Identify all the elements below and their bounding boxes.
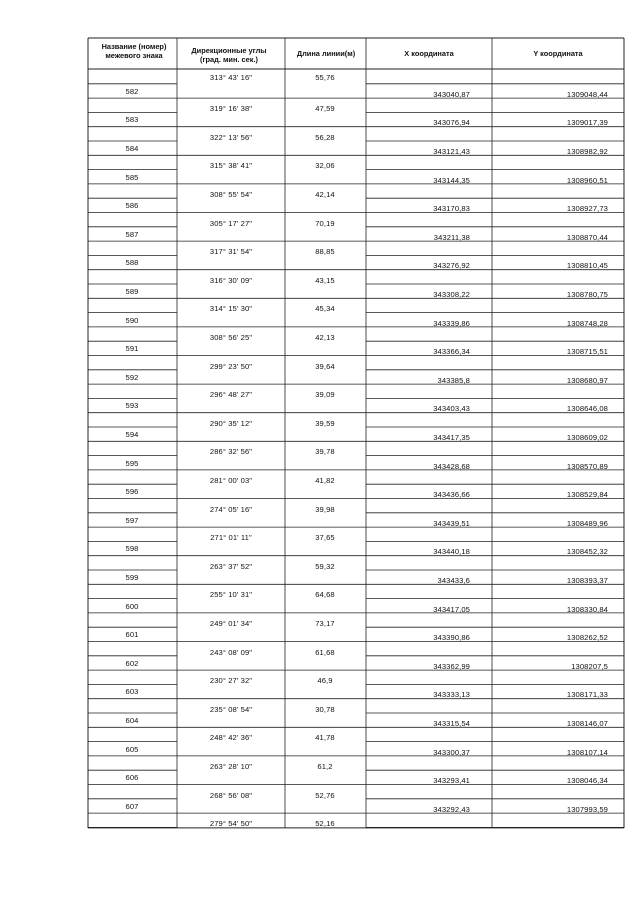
point-y: 1308680,97: [566, 375, 608, 385]
point-x: 343439,51: [433, 518, 470, 528]
point-name: 586: [125, 201, 139, 211]
point-y: 1308960,51: [566, 175, 608, 185]
point-x: 343433,6: [437, 576, 470, 585]
header-name: Название (номер) межевого знака: [101, 42, 167, 60]
point-name: 590: [125, 315, 139, 325]
point-y: 1308646,08: [566, 404, 608, 414]
segment-length: 59,32: [315, 561, 335, 571]
segment-length: 39,09: [315, 390, 335, 400]
point-name: 584: [125, 144, 139, 153]
segment-length: 39,98: [315, 504, 335, 514]
point-y: 1308207,5: [571, 661, 608, 671]
segment-length: 41,82: [315, 475, 335, 485]
point-y: 1309017,39: [566, 118, 608, 128]
point-y: 1308171,33: [566, 690, 608, 700]
point-name: 587: [125, 229, 139, 239]
segment-angle: 296° 48' 27": [209, 390, 253, 400]
segment-length: 37,65: [315, 533, 335, 543]
point-y: 1308452,32: [566, 547, 608, 557]
segment-angle: 317° 31' 54": [209, 247, 253, 257]
segment-angle: 286° 32' 56": [209, 447, 253, 457]
point-y: 1308748,28: [566, 318, 608, 328]
segment-angle: 243° 08' 09": [209, 647, 253, 657]
header-length: Длина линии(м): [296, 49, 356, 58]
point-name: 597: [125, 515, 139, 525]
segment-angle: 235° 08' 54": [209, 704, 253, 714]
segment-length: 56,28: [315, 132, 335, 142]
point-x: 343333,13: [433, 690, 470, 700]
point-y: 1308982,92: [566, 147, 608, 156]
segment-length: 73,17: [315, 618, 335, 628]
point-name: 598: [125, 544, 139, 554]
segment-angle: 308° 56' 25": [209, 332, 253, 342]
point-name: 607: [125, 801, 139, 811]
segment-length: 43,15: [315, 275, 335, 285]
segment-length: 42,14: [315, 189, 335, 199]
segment-angle: 322° 13' 56": [209, 132, 253, 142]
segment-angle: 313° 43' 16": [209, 73, 253, 82]
point-name: 606: [125, 773, 139, 783]
point-x: 343339,86: [433, 318, 470, 328]
segment-length: 45,34: [315, 304, 335, 314]
segment-angle: 230° 27' 32": [209, 676, 253, 686]
segment-angle: 271° 01' 11": [210, 533, 252, 543]
point-x: 343385,8: [437, 375, 470, 385]
point-name: 594: [125, 430, 139, 439]
point-name: 603: [125, 687, 139, 697]
point-x: 343440,18: [433, 547, 470, 557]
point-y: 1308330,84: [566, 604, 608, 614]
point-y: 1308529,84: [566, 490, 608, 500]
segment-angle: 249° 01' 34": [209, 618, 253, 628]
point-x: 343293,41: [433, 776, 470, 786]
point-x: 343366,34: [433, 347, 470, 357]
point-x: 343121,43: [433, 147, 470, 156]
segment-length: 52,76: [315, 790, 335, 800]
point-name: 591: [125, 344, 139, 354]
segment-angle: 279° 54' 50": [209, 819, 253, 829]
point-y: 1308146,07: [566, 719, 608, 728]
segment-angle: 319° 16' 38": [209, 104, 253, 114]
header-angle: Дирекционные углы (град. мин. сек.): [191, 46, 267, 64]
segment-angle: 263° 28' 10": [209, 761, 253, 771]
point-x: 343417,05: [433, 604, 470, 614]
segment-angle: 290° 35' 12": [209, 418, 253, 428]
header-x: X координата: [404, 49, 454, 58]
point-y: 1308262,52: [566, 633, 608, 643]
point-x: 343144,35: [433, 175, 470, 185]
point-x: 343211,38: [433, 232, 470, 242]
point-x: 343170,83: [433, 204, 470, 214]
segment-angle: 281° 00' 03": [209, 475, 253, 485]
point-x: 343076,94: [433, 118, 470, 128]
point-y: 1308609,02: [566, 433, 608, 442]
point-y: 1309048,44: [566, 89, 608, 99]
point-name: 588: [125, 258, 139, 268]
point-name: 596: [125, 487, 139, 497]
segment-length: 41,78: [315, 733, 335, 743]
point-y: 1308107,14: [566, 747, 608, 757]
point-x: 343403,43: [433, 404, 470, 414]
point-y: 1308870,44: [566, 232, 608, 242]
point-name: 585: [125, 172, 139, 182]
segment-length: 32,06: [315, 161, 335, 171]
point-y: 1307993,59: [566, 804, 608, 814]
point-y: 1308810,45: [566, 261, 608, 271]
segment-angle: 255° 10' 31": [209, 590, 253, 600]
segment-length: 30,78: [315, 704, 335, 714]
header-y: Y координата: [533, 49, 583, 58]
point-x: 343308,22: [433, 290, 470, 299]
point-y: 1308780,75: [566, 290, 608, 299]
segment-length: 61,2: [317, 761, 333, 771]
point-name: 582: [125, 86, 139, 96]
segment-length: 39,59: [315, 418, 335, 428]
point-name: 602: [125, 658, 139, 668]
segment-length: 52,16: [315, 819, 335, 829]
segment-angle: 315° 38' 41": [209, 161, 253, 171]
point-y: 1308489,96: [566, 518, 608, 528]
point-x: 343276,92: [433, 261, 470, 271]
segment-length: 55,76: [315, 73, 335, 82]
segment-length: 39,78: [315, 447, 335, 457]
point-x: 343362,99: [433, 661, 470, 671]
point-name: 601: [125, 630, 139, 640]
segment-angle: 268° 56' 08": [209, 790, 253, 800]
point-name: 595: [125, 458, 139, 468]
point-name: 604: [125, 716, 139, 725]
point-y: 1308393,37: [566, 576, 608, 585]
segment-angle: 308° 55' 54": [209, 189, 253, 199]
point-x: 343390,86: [433, 633, 470, 643]
point-name: 589: [125, 287, 139, 296]
point-y: 1308570,89: [566, 461, 608, 471]
segment-length: 39,64: [315, 361, 335, 371]
point-name: 605: [125, 744, 139, 754]
point-y: 1308715,51: [566, 347, 608, 357]
segment-length: 88,85: [315, 247, 335, 257]
point-x: 343040,87: [433, 89, 470, 99]
point-x: 343292,43: [433, 804, 470, 814]
segment-angle: 316° 30' 09": [209, 275, 253, 285]
segment-length: 61,68: [315, 647, 335, 657]
point-x: 343436,66: [433, 490, 470, 500]
point-name: 600: [125, 601, 139, 611]
point-name: 593: [125, 401, 139, 411]
segment-length: 42,13: [315, 332, 335, 342]
point-name: 599: [125, 573, 139, 582]
segment-angle: 248° 42' 36": [209, 733, 253, 743]
segment-angle: 305° 17' 27": [209, 218, 253, 228]
point-y: 1308046,34: [566, 776, 608, 786]
point-name: 583: [125, 115, 139, 125]
segment-length: 47,59: [315, 104, 335, 114]
point-x: 343417,35: [433, 433, 470, 442]
segment-angle: 263° 37' 52": [209, 561, 253, 571]
segment-angle: 314° 15' 30": [209, 304, 253, 314]
segment-length: 64,68: [315, 590, 335, 600]
point-x: 343315,54: [433, 719, 470, 728]
segment-length: 70,19: [315, 218, 335, 228]
segment-angle: 274° 05' 16": [209, 504, 253, 514]
point-name: 592: [125, 372, 139, 382]
point-x: 343428,68: [433, 461, 470, 471]
point-y: 1308927,73: [566, 204, 608, 214]
point-x: 343300,37: [433, 747, 470, 757]
segment-angle: 299° 23' 50": [209, 361, 253, 371]
segment-length: 46,9: [317, 676, 333, 686]
